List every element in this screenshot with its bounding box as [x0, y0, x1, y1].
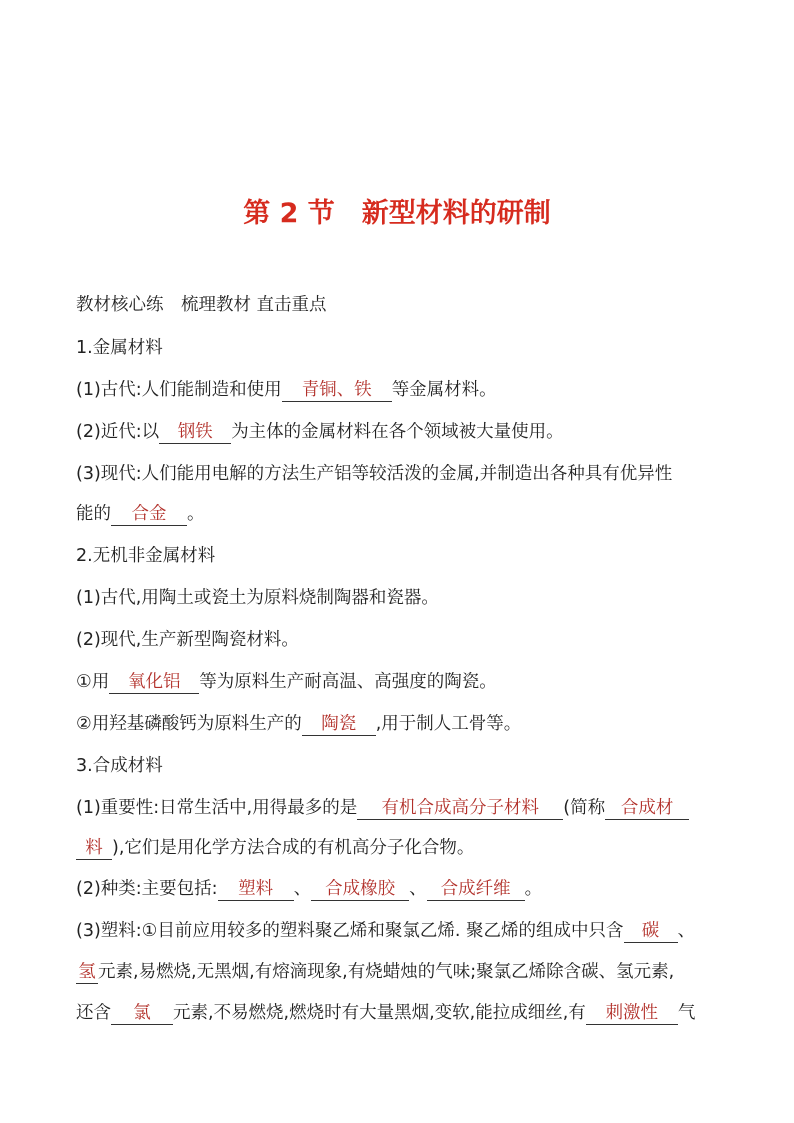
section-1-heading: 1.金属材料 [76, 338, 163, 358]
s3-l4-text: (3)塑料:①目前应用较多的塑料聚乙烯和聚氯乙烯. 聚乙烯的组成中只含 [76, 921, 624, 941]
answer-blank: 陶瓷 [302, 714, 376, 736]
answer-blank: 氧化铝 [109, 672, 199, 694]
s3-l2-text: ),它们是用化学方法合成的有机高分子化合物。 [112, 838, 475, 858]
answer-blank: 有机合成高分子材料 [357, 798, 563, 820]
s1-l1-text-post: 等金属材料。 [391, 380, 497, 400]
s3-line-6 [76, 1001, 721, 1025]
s1-line-2 [76, 420, 721, 444]
page-title: 第 2 节 新型材料的研制 [243, 198, 551, 229]
s2-l4-text: ②用羟基磷酸钙为原料生产的 [76, 714, 302, 734]
separator: 、 [293, 879, 312, 899]
s1-l3b-text-post: 。 [187, 504, 205, 524]
answer-blank: 碳 [624, 921, 678, 943]
s2-l3-text: ①用 [76, 672, 110, 692]
s3-line-1 [76, 796, 721, 820]
answer-blank: 刺激性 [586, 1003, 678, 1025]
s3-line-5 [76, 960, 721, 984]
section-2-heading: 2.无机非金属材料 [76, 546, 216, 566]
answer-blank: 合成橡胶 [311, 879, 409, 901]
s3-l6-text-mid: 元素,不易燃烧,燃烧时有大量黑烟,变软,能拉成细丝,有 [173, 1003, 586, 1023]
s3-l5-text: 元素,易燃烧,无黑烟,有熔滴现象,有烧蜡烛的气味;聚氯乙烯除含碳、氢元素, [98, 962, 675, 982]
s1-l2-text-post: 为主体的金属材料在各个领域被大量使用。 [231, 422, 564, 442]
s1-line-1 [76, 378, 721, 402]
answer-blank: 合成纤维 [427, 879, 525, 901]
s1-line-3b [76, 502, 721, 526]
s3-l4-text-post: 、 [677, 921, 695, 941]
s2-l3-text-post: 等为原料生产耐高温、高强度的陶瓷。 [199, 672, 497, 692]
answer-blank: 钢铁 [159, 422, 231, 444]
answer-blank: 氯 [111, 1003, 173, 1025]
s3-l1-text-mid: (简称 [563, 798, 606, 818]
s3-l1-text: (1)重要性:日常生活中,用得最多的是 [76, 798, 358, 818]
answer-blank: 料 [76, 838, 112, 860]
section-3-heading: 3.合成材料 [76, 756, 163, 776]
answer-blank: 青铜、铁 [282, 380, 392, 402]
s3-line-3 [76, 877, 721, 901]
answer-blank: 塑料 [218, 879, 294, 901]
s2-l4-text-post: ,用于制人工骨等。 [375, 714, 522, 734]
section-header: 教材核心练 梳理教材 直击重点 [76, 295, 327, 315]
s3-line-4 [76, 919, 721, 943]
s3-l3-text-post: 。 [524, 879, 543, 899]
s3-l6-text-post: 气 [677, 1003, 696, 1023]
s2-line-4 [76, 712, 721, 736]
s2-line-2: (2)现代,生产新型陶瓷材料。 [76, 630, 299, 650]
answer-blank: 合金 [111, 504, 187, 526]
answer-blank: 合成材 [605, 798, 689, 820]
s3-line-2 [76, 836, 721, 860]
separator: 、 [409, 879, 427, 899]
s2-line-3 [76, 670, 721, 694]
s2-line-1: (1)古代,用陶土或瓷土为原料烧制陶器和瓷器。 [76, 588, 439, 608]
s1-l3b-text: 能的 [76, 504, 111, 524]
answer-blank: 氢 [76, 962, 98, 984]
s1-l1-text: (1)古代:人们能制造和使用 [76, 380, 282, 400]
s1-line-3a: (3)现代:人们能用电解的方法生产铝等较活泼的金属,并制造出各种具有优异性 [76, 464, 673, 484]
s3-l3-text: (2)种类:主要包括: [76, 879, 218, 899]
s1-l2-text: (2)近代:以 [76, 422, 160, 442]
s3-l6-text: 还含 [76, 1003, 111, 1023]
